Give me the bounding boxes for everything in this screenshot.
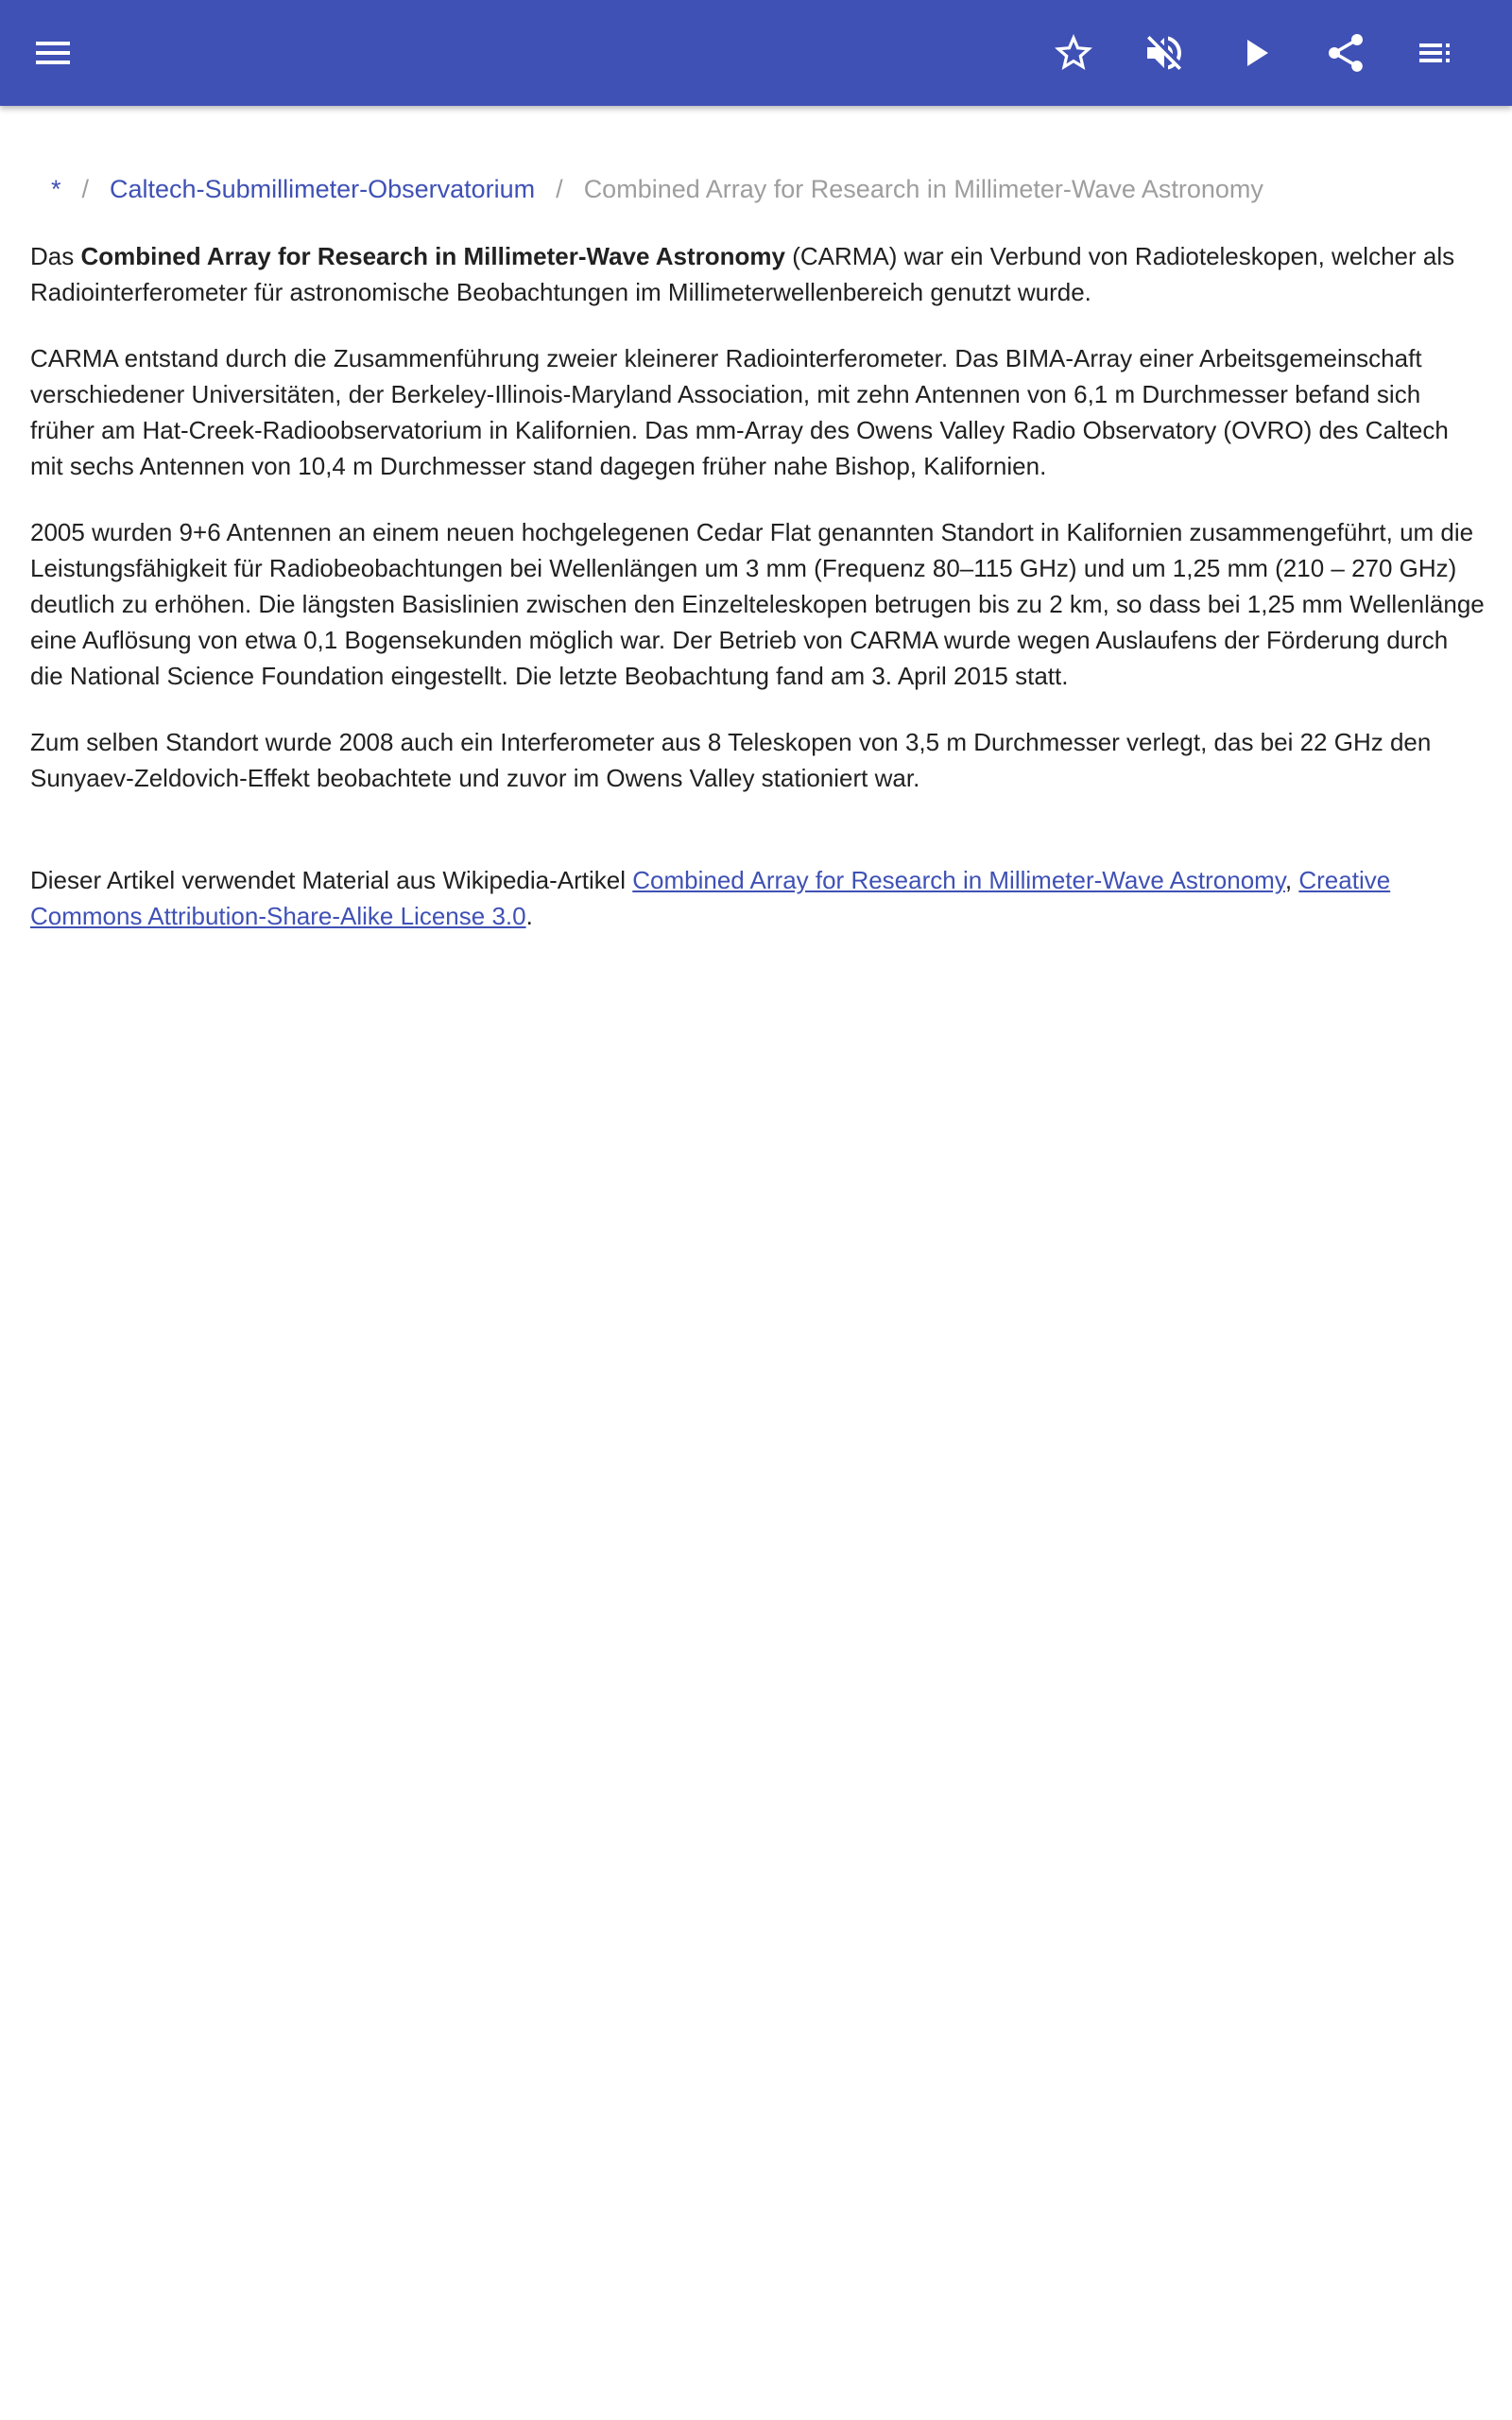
breadcrumb	[30, 168, 1486, 210]
menu-icon	[30, 30, 76, 76]
article-content	[30, 106, 1486, 934]
attribution-suffix: .	[525, 902, 533, 930]
article-title-bold: Combined Array for Research in Millimeter-Wave Astronomy	[80, 242, 785, 270]
breadcrumb-separator: /	[81, 175, 90, 203]
intro-text-after: (CARMA) war ein Verbund von Radioteleskopen, welcher als Radiointerferometer für astronomische Beobachtungen im Millimeterwellenbereich genutzt wurde.	[30, 242, 1455, 306]
star-outline-icon	[1051, 30, 1096, 76]
mute-button[interactable]	[1134, 23, 1194, 83]
breadcrumb-separator: /	[556, 175, 563, 203]
attribution-comma: ,	[1284, 866, 1299, 894]
share-button[interactable]	[1315, 23, 1376, 83]
license-link[interactable]: Creative Commons Attribution-Share-Alike License 3.0	[30, 866, 1391, 930]
breadcrumb-parent-link[interactable]: Caltech-Submillimeter-Observatorium	[110, 175, 536, 203]
wikipedia-article-link[interactable]: Combined Array for Research in Millimeter-Wave Astronomy	[632, 866, 1285, 894]
app-bar	[0, 0, 1512, 106]
article-paragraph-sza: Zum selben Standort wurde 2008 auch ein Interferometer aus 8 Teleskopen von 3,5 m Durchmesser verlegt, das bei 22 GHz den Sunyaev-Zeldovich-Effekt beobachtete und zuvor im Owens Valley stationiert war.	[30, 728, 1432, 792]
attribution-prefix: Dieser Artikel verwendet Material aus Wikipedia-Artikel	[30, 866, 633, 894]
wikipedia-attribution	[30, 862, 1486, 934]
breadcrumb-home-link[interactable]: *	[51, 175, 61, 203]
play-button[interactable]	[1225, 23, 1285, 83]
contents-button[interactable]	[1406, 23, 1467, 83]
menu-button[interactable]	[23, 23, 83, 83]
play-icon	[1232, 30, 1278, 76]
article-paragraph-cedar-flat: 2005 wurden 9+6 Antennen an einem neuen hochgelegenen Cedar Flat genannten Standort in Kalifornien zusammengeführt, um die Leistungsfähigkeit für Radiobeobachtungen bei Wellenlängen um 3 mm (Frequenz 80–115 GHz) und um 1,25 mm (210 – 270 GHz) deutlich zu erhöhen. Die längsten Basislinien zwischen den Einzelteleskopen betrugen bis zu 2 km, so dass bei 1,25 mm Wellenlänge eine Auflösung von etwa 0,1 Bogensekunden möglich war. Der Betrieb von CARMA wurde wegen Auslaufens der Förderung durch die National Science Foundation eingestellt. Die letzte Beobachtung fand am 3. April 2015 statt.	[30, 518, 1485, 690]
intro-text-before: Das	[30, 242, 81, 270]
share-icon	[1323, 30, 1368, 76]
breadcrumb-current: Combined Array for Research in Millimeter-Wave Astronomy	[583, 175, 1263, 203]
bookmark-button[interactable]	[1043, 23, 1104, 83]
article-paragraph-intro	[30, 238, 1486, 310]
article-paragraph-history: CARMA entstand durch die Zusammenführung zweier kleinerer Radiointerferometer. Das BIMA-Array einer Arbeitsgemeinschaft verschiedener Universitäten, der Berkeley-Illinois-Maryland Association, mit zehn Antennen von 6,1 m Durchmesser befand sich früher am Hat-Creek-Radioobservatorium in Kalifornien. Das mm-Array des Owens Valley Radio Observatory (OVRO) des Caltech mit sechs Antennen von 10,4 m Durchmesser stand dagegen früher nahe Bishop, Kalifornien.	[30, 344, 1449, 480]
playlist-icon	[1414, 30, 1459, 76]
volume-off-icon	[1142, 30, 1187, 76]
